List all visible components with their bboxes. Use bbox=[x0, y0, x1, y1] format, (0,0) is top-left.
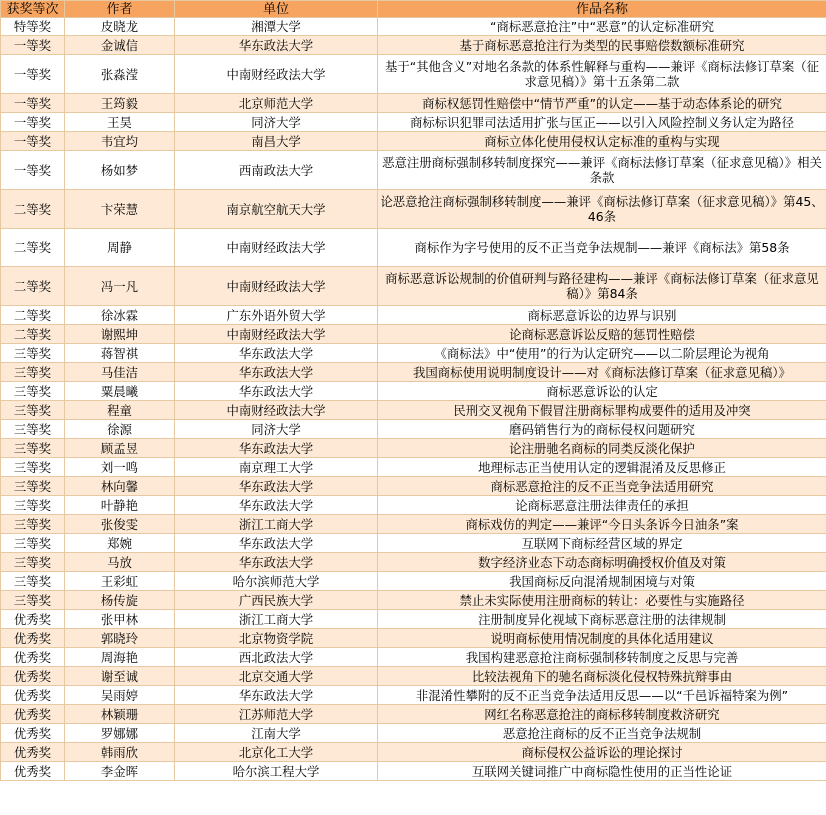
cell-unit: 北京交通大学 bbox=[175, 667, 378, 686]
cell-title: 商标作为字号使用的反不正当竞争法规制——兼评《商标法》第58条 bbox=[378, 229, 826, 267]
table-row bbox=[1, 190, 826, 229]
cell-author: 王昊 bbox=[65, 113, 175, 132]
cell-unit: 中南财经政法大学 bbox=[175, 267, 378, 306]
cell-unit: 西北政法大学 bbox=[175, 648, 378, 667]
table-row bbox=[1, 94, 826, 113]
cell-award: 三等奖 bbox=[1, 363, 65, 382]
cell-title: 论商标恶意诉讼反赔的惩罚性赔偿 bbox=[378, 325, 826, 344]
cell-author: 韩雨欣 bbox=[65, 743, 175, 762]
cell-title: 《商标法》中“使用”的行为认定研究——以二阶层理论为视角 bbox=[378, 344, 826, 363]
cell-title: 数字经济业态下动态商标明确授权价值及对策 bbox=[378, 553, 826, 572]
cell-title: 论商标恶意注册法律责任的承担 bbox=[378, 496, 826, 515]
cell-award: 三等奖 bbox=[1, 458, 65, 477]
cell-unit: 中南财经政法大学 bbox=[175, 401, 378, 420]
cell-unit: 江南大学 bbox=[175, 724, 378, 743]
cell-author: 杨如梦 bbox=[65, 151, 175, 190]
cell-title: 民刑交叉视角下假冒注册商标罪构成要件的适用及冲突 bbox=[378, 401, 826, 420]
cell-award: 优秀奖 bbox=[1, 686, 65, 705]
cell-author: 叶静艳 bbox=[65, 496, 175, 515]
cell-award: 三等奖 bbox=[1, 477, 65, 496]
cell-author: 蒋智祺 bbox=[65, 344, 175, 363]
header-unit: 单位 bbox=[175, 1, 378, 18]
cell-unit: 南昌大学 bbox=[175, 132, 378, 151]
table-row bbox=[1, 132, 826, 151]
cell-author: 徐源 bbox=[65, 420, 175, 439]
cell-unit: 华东政法大学 bbox=[175, 534, 378, 553]
table-row bbox=[1, 267, 826, 306]
cell-title: “商标恶意抢注”中“恶意”的认定标准研究 bbox=[378, 18, 826, 36]
cell-unit: 哈尔滨师范大学 bbox=[175, 572, 378, 591]
cell-unit: 华东政法大学 bbox=[175, 686, 378, 705]
cell-author: 罗娜娜 bbox=[65, 724, 175, 743]
cell-author: 韦宜均 bbox=[65, 132, 175, 151]
table-row bbox=[1, 18, 826, 36]
table-row bbox=[1, 344, 826, 363]
cell-award: 三等奖 bbox=[1, 572, 65, 591]
cell-unit: 浙江工商大学 bbox=[175, 515, 378, 534]
table-row bbox=[1, 724, 826, 743]
cell-award: 一等奖 bbox=[1, 55, 65, 94]
cell-author: 张甲林 bbox=[65, 610, 175, 629]
cell-author: 谢熙坤 bbox=[65, 325, 175, 344]
cell-unit: 北京物资学院 bbox=[175, 629, 378, 648]
cell-title: 恶意注册商标强制移转制度探究——兼评《商标法修订草案（征求意见稿）》相关条款 bbox=[378, 151, 826, 190]
cell-author: 张淼滢 bbox=[65, 55, 175, 94]
cell-title: 注册制度异化视域下商标恶意注册的法律规制 bbox=[378, 610, 826, 629]
table-row bbox=[1, 534, 826, 553]
cell-author: 冯一凡 bbox=[65, 267, 175, 306]
table-row bbox=[1, 420, 826, 439]
cell-author: 张俊雯 bbox=[65, 515, 175, 534]
cell-author: 郭晓玲 bbox=[65, 629, 175, 648]
table-row bbox=[1, 496, 826, 515]
cell-title: 论恶意抢注商标强制移转制度——兼评《商标法修订草案（征求意见稿）》第45、46条 bbox=[378, 190, 826, 229]
cell-award: 一等奖 bbox=[1, 94, 65, 113]
table-row bbox=[1, 306, 826, 325]
table-row bbox=[1, 572, 826, 591]
cell-unit: 华东政法大学 bbox=[175, 36, 378, 55]
cell-title: 禁止未实际使用注册商标的转让：必要性与实施路径 bbox=[378, 591, 826, 610]
cell-author: 林向馨 bbox=[65, 477, 175, 496]
cell-award: 三等奖 bbox=[1, 439, 65, 458]
cell-unit: 广东外语外贸大学 bbox=[175, 306, 378, 325]
cell-author: 金诚信 bbox=[65, 36, 175, 55]
cell-title: 商标标识犯罪司法适用扩张与匡正——以引入风险控制义务认定为路径 bbox=[378, 113, 826, 132]
cell-award: 优秀奖 bbox=[1, 762, 65, 781]
cell-award: 一等奖 bbox=[1, 36, 65, 55]
cell-title: 基于“其他含义”对地名条款的体系性解释与重构——兼评《商标法修订草案（征求意见稿）》第十五条第二款 bbox=[378, 55, 826, 94]
cell-title: 磨码销售行为的商标侵权问题研究 bbox=[378, 420, 826, 439]
table-row bbox=[1, 629, 826, 648]
cell-unit: 北京化工大学 bbox=[175, 743, 378, 762]
cell-title: 商标戏仿的判定——兼评“今日头条诉今日油条”案 bbox=[378, 515, 826, 534]
table-row bbox=[1, 762, 826, 781]
cell-author: 郑婉 bbox=[65, 534, 175, 553]
table-row bbox=[1, 515, 826, 534]
cell-unit: 哈尔滨工程大学 bbox=[175, 762, 378, 781]
table-row bbox=[1, 591, 826, 610]
cell-author: 卞荣慧 bbox=[65, 190, 175, 229]
table-row bbox=[1, 686, 826, 705]
cell-unit: 北京师范大学 bbox=[175, 94, 378, 113]
cell-award: 优秀奖 bbox=[1, 610, 65, 629]
cell-title: 商标侵权公益诉讼的理论探讨 bbox=[378, 743, 826, 762]
cell-title: 论注册驰名商标的同类反淡化保护 bbox=[378, 439, 826, 458]
cell-unit: 中南财经政法大学 bbox=[175, 325, 378, 344]
cell-award: 二等奖 bbox=[1, 325, 65, 344]
cell-author: 马佳洁 bbox=[65, 363, 175, 382]
cell-unit: 中南财经政法大学 bbox=[175, 55, 378, 94]
table-row bbox=[1, 477, 826, 496]
cell-award: 三等奖 bbox=[1, 401, 65, 420]
cell-award: 一等奖 bbox=[1, 132, 65, 151]
cell-title: 非混淆性攀附的反不正当竞争法适用反思——以“千邑诉福特案为例” bbox=[378, 686, 826, 705]
cell-title: 我国构建恶意抢注商标强制移转制度之反思与完善 bbox=[378, 648, 826, 667]
cell-award: 优秀奖 bbox=[1, 648, 65, 667]
cell-award: 特等奖 bbox=[1, 18, 65, 36]
cell-unit: 湘潭大学 bbox=[175, 18, 378, 36]
cell-unit: 华东政法大学 bbox=[175, 344, 378, 363]
cell-award: 三等奖 bbox=[1, 496, 65, 515]
cell-author: 李金晖 bbox=[65, 762, 175, 781]
cell-title: 说明商标使用情况制度的具体化适用建议 bbox=[378, 629, 826, 648]
cell-title: 地理标志正当使用认定的逻辑混淆及反思修正 bbox=[378, 458, 826, 477]
cell-award: 二等奖 bbox=[1, 229, 65, 267]
table-row bbox=[1, 113, 826, 132]
table-row bbox=[1, 553, 826, 572]
table-row bbox=[1, 458, 826, 477]
cell-author: 刘一鸣 bbox=[65, 458, 175, 477]
cell-unit: 南京航空航天大学 bbox=[175, 190, 378, 229]
cell-award: 三等奖 bbox=[1, 553, 65, 572]
cell-title: 商标恶意诉讼的边界与识别 bbox=[378, 306, 826, 325]
cell-author: 周海艳 bbox=[65, 648, 175, 667]
cell-award: 优秀奖 bbox=[1, 629, 65, 648]
cell-award: 二等奖 bbox=[1, 267, 65, 306]
cell-unit: 浙江工商大学 bbox=[175, 610, 378, 629]
table-row bbox=[1, 229, 826, 267]
table-row bbox=[1, 667, 826, 686]
cell-author: 程童 bbox=[65, 401, 175, 420]
cell-title: 互联网关键词推广中商标隐性使用的正当性论证 bbox=[378, 762, 826, 781]
table-row bbox=[1, 705, 826, 724]
cell-award: 三等奖 bbox=[1, 534, 65, 553]
cell-award: 优秀奖 bbox=[1, 724, 65, 743]
cell-title: 商标恶意抢注的反不正当竞争法适用研究 bbox=[378, 477, 826, 496]
cell-author: 王筠毅 bbox=[65, 94, 175, 113]
cell-unit: 同济大学 bbox=[175, 113, 378, 132]
cell-award: 优秀奖 bbox=[1, 705, 65, 724]
cell-title: 商标权惩罚性赔偿中“情节严重”的认定——基于动态体系论的研究 bbox=[378, 94, 826, 113]
cell-author: 王彩虹 bbox=[65, 572, 175, 591]
cell-title: 我国商标使用说明制度设计——对《商标法修订草案（征求意见稿）》 bbox=[378, 363, 826, 382]
cell-award: 三等奖 bbox=[1, 515, 65, 534]
cell-author: 徐冰霖 bbox=[65, 306, 175, 325]
table-row bbox=[1, 151, 826, 190]
cell-award: 二等奖 bbox=[1, 306, 65, 325]
cell-unit: 华东政法大学 bbox=[175, 553, 378, 572]
table-row bbox=[1, 439, 826, 458]
cell-title: 比较法视角下的驰名商标淡化侵权特殊抗辩事由 bbox=[378, 667, 826, 686]
cell-unit: 华东政法大学 bbox=[175, 439, 378, 458]
cell-award: 优秀奖 bbox=[1, 667, 65, 686]
cell-author: 周静 bbox=[65, 229, 175, 267]
table-row bbox=[1, 648, 826, 667]
cell-author: 杨传旋 bbox=[65, 591, 175, 610]
cell-award: 三等奖 bbox=[1, 344, 65, 363]
cell-author: 马放 bbox=[65, 553, 175, 572]
cell-award: 二等奖 bbox=[1, 190, 65, 229]
table-row bbox=[1, 363, 826, 382]
cell-award: 一等奖 bbox=[1, 151, 65, 190]
cell-author: 林颖珊 bbox=[65, 705, 175, 724]
header-row bbox=[1, 1, 826, 18]
cell-unit: 华东政法大学 bbox=[175, 496, 378, 515]
cell-author: 粟晨曦 bbox=[65, 382, 175, 401]
cell-award: 优秀奖 bbox=[1, 743, 65, 762]
cell-award: 三等奖 bbox=[1, 591, 65, 610]
cell-title: 互联网下商标经营区域的界定 bbox=[378, 534, 826, 553]
header-author: 作者 bbox=[65, 1, 175, 18]
cell-author: 谢至诚 bbox=[65, 667, 175, 686]
table-row bbox=[1, 36, 826, 55]
table-row bbox=[1, 325, 826, 344]
cell-unit: 华东政法大学 bbox=[175, 477, 378, 496]
cell-author: 吴雨婷 bbox=[65, 686, 175, 705]
cell-unit: 同济大学 bbox=[175, 420, 378, 439]
cell-unit: 南京理工大学 bbox=[175, 458, 378, 477]
cell-award: 一等奖 bbox=[1, 113, 65, 132]
table-row bbox=[1, 610, 826, 629]
cell-unit: 中南财经政法大学 bbox=[175, 229, 378, 267]
cell-title: 网红名称恶意抢注的商标移转制度救济研究 bbox=[378, 705, 826, 724]
cell-title: 我国商标反向混淆规制困境与对策 bbox=[378, 572, 826, 591]
cell-award: 三等奖 bbox=[1, 382, 65, 401]
cell-author: 顾孟昱 bbox=[65, 439, 175, 458]
cell-award: 三等奖 bbox=[1, 420, 65, 439]
cell-unit: 江苏师范大学 bbox=[175, 705, 378, 724]
cell-unit: 广西民族大学 bbox=[175, 591, 378, 610]
cell-title: 恶意抢注商标的反不正当竞争法规制 bbox=[378, 724, 826, 743]
cell-unit: 华东政法大学 bbox=[175, 363, 378, 382]
table-row bbox=[1, 55, 826, 94]
cell-title: 商标恶意诉讼的认定 bbox=[378, 382, 826, 401]
table-row bbox=[1, 401, 826, 420]
cell-title: 商标立体化使用侵权认定标准的重构与实现 bbox=[378, 132, 826, 151]
table-row bbox=[1, 382, 826, 401]
cell-title: 商标恶意诉讼规制的价值研判与路径建构——兼评《商标法修订草案（征求意见稿）》第84条 bbox=[378, 267, 826, 306]
cell-title: 基于商标恶意抢注行为类型的民事赔偿数额标准研究 bbox=[378, 36, 826, 55]
cell-unit: 西南政法大学 bbox=[175, 151, 378, 190]
header-award: 获奖等次 bbox=[1, 1, 65, 18]
header-title: 作品名称 bbox=[378, 1, 826, 18]
table-row bbox=[1, 743, 826, 762]
cell-unit: 华东政法大学 bbox=[175, 382, 378, 401]
cell-author: 皮晓龙 bbox=[65, 18, 175, 36]
